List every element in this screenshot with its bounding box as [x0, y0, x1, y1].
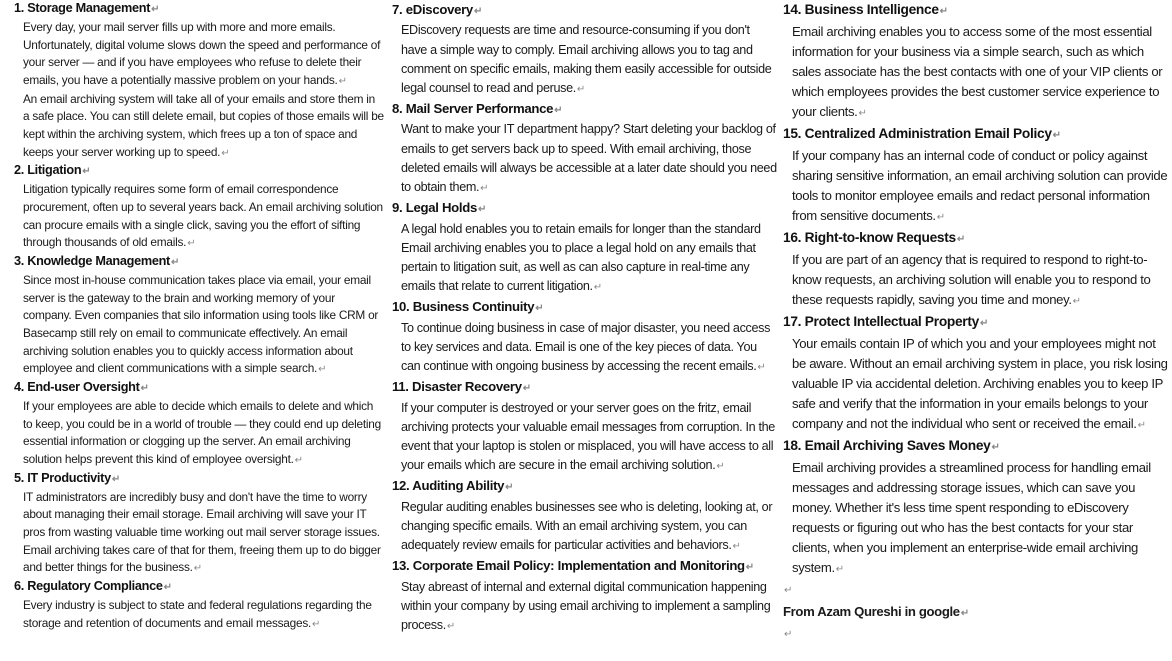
body-paragraph — [392, 319, 777, 378]
paragraph-mark: ↵ — [939, 6, 948, 17]
body-paragraph — [14, 272, 384, 379]
section — [392, 476, 777, 556]
section-heading-text: 17. Protect Intellectual Property — [783, 314, 979, 330]
paragraph-text: To continue doing business in case of major disaster, you need access to key services and data. Email is one of the key pieces of data. You can continue with ongoing business by accessing the recent emails. — [401, 320, 771, 374]
section-heading-text: 12. Auditing Ability — [392, 478, 505, 494]
paragraph-text: If your employees are able to decide which emails to delete and which to keep, you could be in a world of trouble — they could end up deleting essential information or clogging up the server. An email archiving solution helps prevent this kind of employee oversight. — [23, 398, 381, 466]
section — [14, 379, 384, 470]
section-heading — [783, 228, 1168, 250]
paragraph-mark: ↵ — [979, 318, 989, 330]
paragraph-text: Since most in-house communication takes place via email, your email server is the gateway to the brain and working memory of your company. Even companies that silo information using tools like CRM or Basecamp still rely on email to communicate effectively. An email archiving solution enables you to quickly access information about employee and client communications with a simple search. — [23, 272, 379, 376]
section-heading — [392, 377, 777, 398]
section — [392, 556, 777, 636]
paragraph-mark: ↵ — [312, 618, 321, 630]
section-heading-text: 14. Business Intelligence — [783, 2, 939, 17]
paragraph-text: Every day, your mail server fills up with more and more emails. Unfortunately, digital volume slows down the speed and performance of your server — and if you have employees who refuse to delete their emails, you have a potentially massive problem on your hands. — [23, 19, 381, 87]
paragraph-mark: ↵ — [757, 362, 766, 374]
empty-paragraph — [783, 580, 1168, 600]
section-heading — [392, 0, 777, 21]
author-text: From Azam Qureshi in google — [783, 604, 960, 620]
paragraph-text: If your computer is destroyed or your server goes on the fritz, email archiving protects your valuable email messages from corruption. In the event that your laptop is stolen or misplaced, you will have access to all your emails which are secure in the email archiving solution. — [401, 400, 775, 473]
body-paragraph — [783, 458, 1168, 580]
column-3 — [783, 0, 1168, 644]
section-heading-text: 16. Right-to-know Requests — [783, 230, 956, 246]
paragraph-text: Stay abreast of internal and external digital communication happening within your company by using email archiving to implement a sampling process. — [401, 579, 771, 632]
paragraph-mark: ↵ — [163, 581, 172, 593]
paragraph-mark: ↵ — [960, 608, 969, 620]
section-heading — [14, 0, 384, 19]
paragraph-mark: ↵ — [318, 364, 327, 376]
paragraph-text: An email archiving system will take all of your emails and store them in a safe place. You can still delete email, but copies of those emails will be kept within the archiving system, which frees up a ton of space and keeps your server working up to speed. — [23, 91, 384, 159]
section — [392, 0, 777, 99]
section-heading — [14, 379, 384, 398]
paragraph-text: Regular auditing enables businesses see who is deleting, looking at, or changing specific emails. With an email archiving system, you can adequately review emails for particular activities and behaviors. — [401, 499, 773, 553]
body-paragraph — [14, 91, 384, 163]
section-heading — [392, 198, 777, 219]
section-heading — [392, 476, 777, 497]
section-heading — [783, 124, 1168, 146]
section-heading-text: 4. End-user Oversight — [14, 380, 140, 394]
paragraph-mark: ↵ — [784, 585, 793, 597]
empty-paragraph — [783, 624, 1168, 644]
section-heading-text: 8. Mail Server Performance — [392, 101, 554, 117]
section-heading — [783, 312, 1168, 334]
paragraph-mark: ↵ — [140, 383, 149, 394]
section-heading-text: 3. Knowledge Management — [14, 254, 170, 268]
paragraph-mark: ↵ — [991, 442, 1000, 454]
paragraph-mark: ↵ — [1072, 296, 1081, 308]
section-heading — [392, 556, 777, 577]
section — [783, 436, 1168, 580]
section — [392, 99, 777, 198]
paragraph-mark: ↵ — [478, 204, 487, 216]
section-heading-text: 9. Legal Holds — [392, 200, 477, 216]
paragraph-mark: ↵ — [294, 454, 303, 466]
body-paragraph — [392, 578, 777, 637]
body-paragraph — [392, 220, 777, 298]
paragraph-mark: ↵ — [151, 4, 160, 15]
section — [783, 0, 1168, 124]
paragraph-mark: ↵ — [187, 238, 196, 250]
body-paragraph — [14, 489, 384, 578]
section-heading-text: 5. IT Productivity — [14, 470, 111, 485]
section-heading — [392, 99, 777, 120]
column-1 — [14, 0, 384, 633]
section — [783, 228, 1168, 312]
body-paragraph — [392, 120, 777, 198]
paragraph-mark: ↵ — [473, 6, 483, 17]
paragraph-text: A legal hold enables you to retain emails for longer than the standard Email archiving enables you to place a legal hold on any emails that pertain to litigation suit, as well as can also capture in real-time any emails that relate to current litigation. — [401, 221, 761, 294]
body-paragraph — [14, 19, 384, 91]
paragraph-text: Email archiving provides a streamlined process for handling email messages and addressing storage issues, which can save you money. Whether it's less time spent responding to eDiscovery requests or figuring out who has the best contacts for your star clients, when you implement an enterprise-wide email archiving system. — [792, 460, 1151, 576]
section — [14, 0, 384, 162]
column-2 — [392, 0, 777, 636]
section-heading-text: 11. Disaster Recovery — [392, 379, 522, 395]
section-heading-text: 2. Litigation — [14, 163, 82, 178]
paragraph-mark: ↵ — [716, 461, 725, 473]
paragraph-text: If you are part of an agency that is required to respond to right-to-know requests, an archiving solution will enable you to respond to these requests rapidly, saving you time and money. — [792, 252, 1151, 308]
section — [783, 124, 1168, 228]
paragraph-mark: ↵ — [111, 473, 120, 485]
paragraph-text: Your emails contain IP of which you and your employees might not be aware. Without an email archiving system in place, you risk losing valuable IP via accidental deletion. Archiving enables you to keep IP safe and verify that the information in your emails belongs to your company and not the individual who sent or received the email. — [792, 336, 1168, 432]
section-heading-text: 1. Storage Management — [14, 1, 151, 15]
paragraph-mark: ↵ — [535, 303, 544, 315]
paragraph-mark: ↵ — [505, 482, 514, 494]
paragraph-text: Want to make your IT department happy? Start deleting your backlog of emails to get servers back up to speed. With email archiving, those deleted emails will always be accessible at a later date should you need to obtain them. — [401, 122, 777, 195]
paragraph-mark: ↵ — [784, 629, 793, 641]
body-paragraph — [783, 250, 1168, 312]
section-heading — [14, 578, 384, 597]
section-heading — [783, 0, 1168, 22]
paragraph-mark: ↵ — [221, 147, 230, 159]
paragraph-text: Every industry is subject to state and federal regulations regarding the storage and retention of documents and email messages. — [23, 597, 372, 630]
paragraph-text: IT administrators are incredibly busy and don't have the time to worry about managing their email storage. Email archiving will save your IT pros from wasting valuable time working out mail server storage issues. Email archiving takes care of that for them, freeing them up to do bigger and better things for the business. — [23, 489, 381, 575]
section — [392, 297, 777, 377]
section-heading-text: 13. Corporate Email Policy: Implementation and Monitoring — [392, 558, 745, 574]
paragraph-mark: ↵ — [576, 83, 585, 95]
paragraph-mark: ↵ — [522, 383, 531, 395]
paragraph-mark: ↵ — [170, 257, 180, 268]
section-heading — [14, 162, 384, 181]
body-paragraph — [14, 597, 384, 633]
section — [14, 578, 384, 633]
section-heading-text: 6. Regulatory Compliance — [14, 578, 163, 593]
paragraph-mark: ↵ — [446, 620, 455, 632]
section — [14, 162, 384, 253]
body-paragraph — [392, 498, 777, 557]
section-heading — [392, 297, 777, 318]
section — [392, 377, 777, 476]
paragraph-mark: ↵ — [956, 234, 965, 246]
section — [14, 253, 384, 379]
body-paragraph — [392, 21, 777, 99]
paragraph-text: If your company has an internal code of conduct or policy against sharing sensitive information, an email archiving solution can provide tools to monitor employee emails and redact personal information from sensitive documents. — [792, 148, 1168, 224]
paragraph-mark: ↵ — [936, 212, 945, 224]
section-heading — [14, 470, 384, 489]
body-paragraph — [14, 181, 384, 253]
paragraph-mark: ↵ — [1137, 420, 1146, 432]
paragraph-mark: ↵ — [835, 564, 844, 576]
section-heading — [783, 436, 1168, 458]
section-heading-text: 7. eDiscovery — [392, 2, 473, 17]
paragraph-mark: ↵ — [338, 75, 347, 87]
paragraph-mark: ↵ — [858, 108, 867, 120]
paragraph-mark: ↵ — [1052, 130, 1061, 142]
section — [783, 312, 1168, 436]
paragraph-mark: ↵ — [480, 183, 489, 195]
section — [392, 198, 777, 297]
paragraph-mark: ↵ — [745, 562, 754, 574]
paragraph-text: Litigation typically requires some form of email correspondence procurement, often up to several years back. An email archiving solution can procure emails with a single click, saving you the effort of sifting through thousands of old emails. — [23, 182, 383, 250]
body-paragraph — [783, 334, 1168, 436]
section-heading — [14, 253, 384, 272]
section-heading-text: 10. Business Continuity — [392, 299, 535, 315]
section — [14, 470, 384, 578]
body-paragraph — [14, 398, 384, 470]
paragraph-mark: ↵ — [82, 166, 91, 178]
paragraph-mark: ↵ — [732, 541, 741, 553]
paragraph-mark: ↵ — [593, 282, 602, 294]
paragraph-text: Email archiving enables you to access some of the most essential information for your business via a simple search, such as which sales associate has the best contacts with one of your VIP clients or which employees provides the best customer service experience to your clients. — [792, 24, 1163, 120]
section-heading-text: 18. Email Archiving Saves Money — [783, 438, 991, 454]
section-heading-text: 15. Centralized Administration Email Policy — [783, 126, 1052, 142]
author-credit — [783, 602, 1168, 624]
body-paragraph — [783, 22, 1168, 124]
paragraph-mark: ↵ — [193, 563, 202, 575]
paragraph-text: EDiscovery requests are time and resource-consuming if you don't have a simple way to comply. Email archiving allows you to tag and comment on specific emails, making them easily accessible for outside legal counsel to read and peruse. — [401, 23, 772, 95]
body-paragraph — [783, 146, 1168, 228]
body-paragraph — [392, 399, 777, 477]
paragraph-mark: ↵ — [554, 105, 563, 117]
